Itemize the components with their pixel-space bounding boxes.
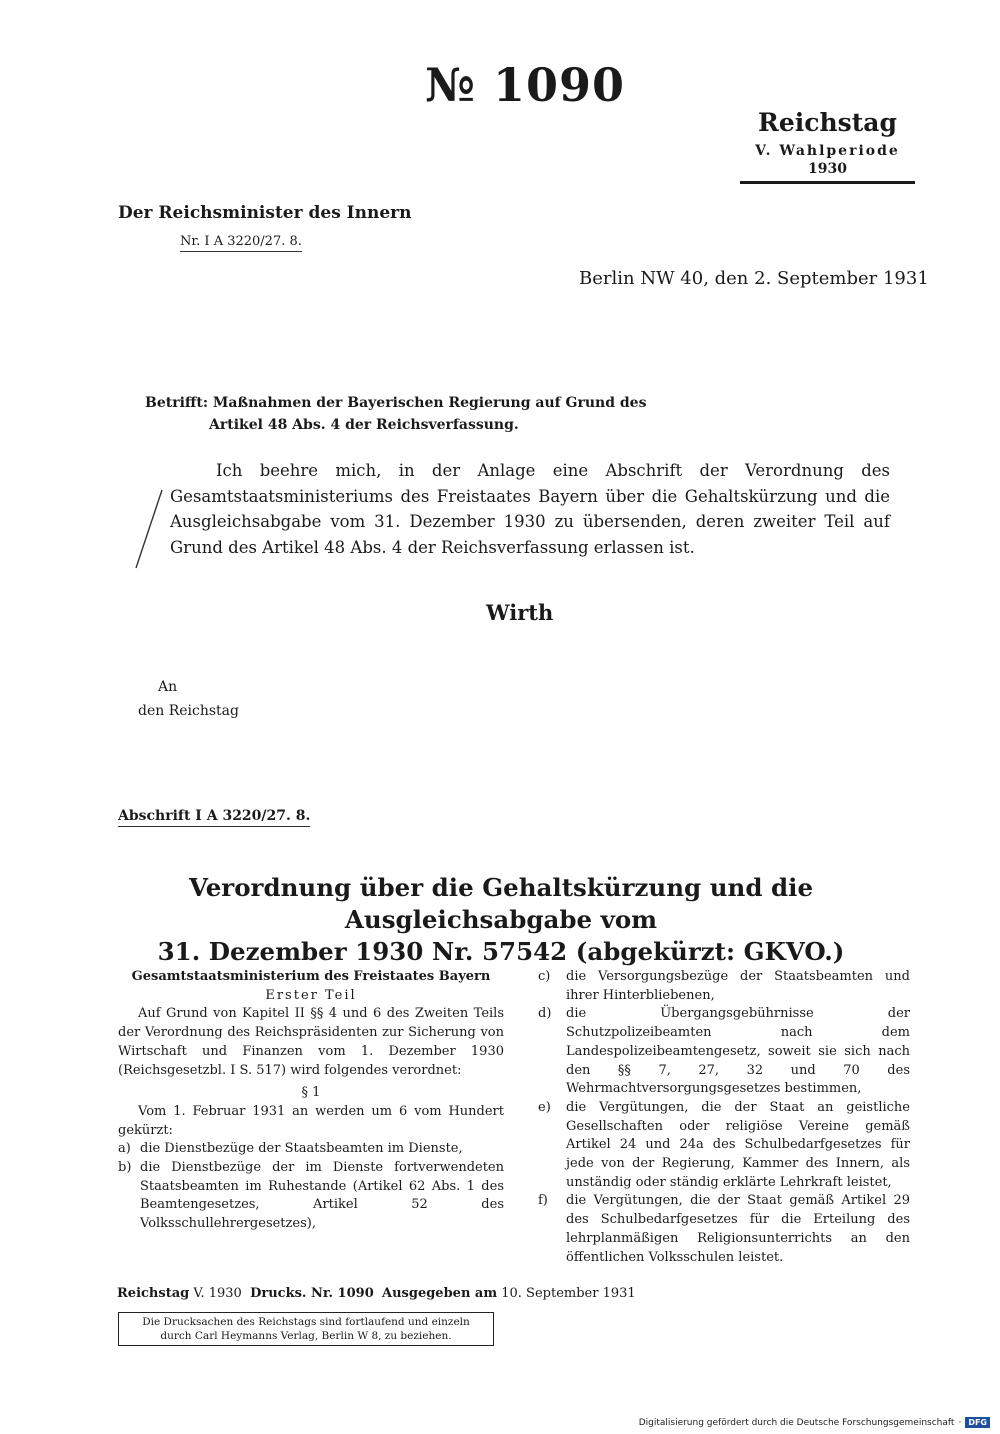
dfg-credit-text: Digitalisierung gefördert durch die Deutsche Forschungsgemeinschaft [638, 1417, 955, 1428]
reichstag-header [740, 108, 915, 184]
ordinance-title-line-1: Verordnung über die Gehaltskürzung und die Ausgleichsabgabe vom [188, 873, 814, 934]
wahlperiode-label: V. Wahlperiode [755, 143, 900, 159]
section-heading: § 1 [301, 1085, 321, 1101]
list-item-label: b) [118, 1160, 132, 1176]
address-line-1: An [158, 679, 178, 695]
publisher-notice-line-1: Die Drucksachen des Reichstags sind fortlaufend und einzeln [142, 1316, 470, 1328]
footer-drucksache: Drucks. Nr. 1090 [250, 1286, 374, 1301]
place-date: Berlin NW 40, den 2. September 1931 [579, 268, 929, 289]
reference-number: Nr. I A 3220/27. 8. [180, 234, 302, 252]
footer-period: V. 1930 [193, 1286, 242, 1301]
list-item-text: die Versorgungsbezüge der Staatsbeamten und ihrer Hinterbliebenen, [566, 969, 910, 1003]
list-item [118, 1159, 504, 1234]
footer-line [117, 1286, 636, 1301]
publisher-notice-line-2: durch Carl Heymanns Verlag, Berlin W 8, zu beziehen. [160, 1330, 452, 1342]
dfg-logo-icon: DFG [965, 1417, 990, 1428]
section-text: Vom 1. Februar 1931 an werden um 6 vom Hundert gekürzt: [118, 1103, 504, 1138]
list-item-label: c) [538, 969, 551, 984]
list-item [538, 1099, 910, 1193]
letter-body [170, 458, 890, 560]
address-line-2: den Reichstag [138, 703, 239, 719]
part-heading: Erster Teil [265, 987, 357, 1003]
copy-label: Abschrift I A 3220/27. 8. [118, 808, 310, 827]
signature: Wirth [486, 600, 554, 625]
list-item-label: f) [538, 1193, 548, 1209]
header-rule [740, 181, 915, 184]
authority: Gesamtstaatsministerium des Freistaates Bayern [131, 969, 491, 984]
document-number: № 1090 [425, 58, 626, 112]
subject-line-1: Betrifft: Maßnahmen der Bayerischen Regierung auf Grund des [145, 395, 647, 411]
ordinance-title [95, 872, 907, 968]
subject-line-2: Artikel 48 Abs. 4 der Reichsverfassung. [209, 417, 519, 433]
left-column [118, 968, 504, 1234]
list-item-text: die Dienstbezüge der Staatsbeamten im Dienste, [140, 1141, 463, 1157]
sender: Der Reichsminister des Innern [118, 203, 412, 223]
list-item-text: die Dienstbezüge der im Dienste fortverwendeten Staatsbeamten im Ruhestande (Artikel 62 Abs. 1 des Beamtengesetzes, Artikel 52 des Volksschullehrergesetzes), [140, 1160, 504, 1232]
right-column [538, 968, 910, 1267]
list-item-text: die Vergütungen, die der Staat gemäß Artikel 29 des Schulbedarfgesetzes für die Erteilung des lehrplanmäßigen Religionsunterrichts an den öffentlichen Volksschulen leistet. [566, 1193, 910, 1265]
footer-issued-label: Ausgegeben am [382, 1286, 498, 1301]
list-item-label: d) [538, 1006, 552, 1022]
list-item-text: die Übergangsgebührnisse der Schutzpolizeibeamten nach dem Landespolizeibeamtengesetz, soweit sie sich nach den §§ 7, 27, 32 und 70 des Wehrmachtversorgungsgesetzes bestimmen, [566, 1006, 910, 1097]
list-item [538, 968, 910, 1005]
list-item-text: die Vergütungen, die der Staat an geistliche Gesellschaften oder religiöse Vereine gemäß Artikel 24 und 24a des Schulbedarfgesetzes für jede von der Regierung, Kammer des Innern, als unständig oder ständig erklärte Lehrkraft leistet, [566, 1099, 910, 1190]
footer-reichstag: Reichstag [117, 1286, 190, 1301]
dfg-credit: Digitalisierung gefördert durch die Deutsche Forschungsgemeinschaft · DFG [639, 1417, 990, 1428]
ordinance-title-line-2: 31. Dezember 1930 Nr. 57542 (abgekürzt: GKVO.) [157, 937, 845, 966]
reichstag-title: Reichstag [758, 108, 897, 137]
margin-pencil-mark [132, 488, 166, 570]
wahlperiode-year: 1930 [808, 161, 847, 177]
list-item [538, 1192, 910, 1267]
preamble: Auf Grund von Kapitel II §§ 4 und 6 des Zweiten Teils der Verordnung des Reichspräsidenten zur Sicherung von Wirtschaft und Finanzen vom 1. Dezember 1930 (Reichsgesetzbl. I S. 517) wird folgendes verordnet: [118, 1006, 504, 1078]
subject [145, 392, 646, 436]
list-item [538, 1005, 910, 1099]
list-item [118, 1140, 504, 1159]
list-item-label: e) [538, 1099, 551, 1115]
publisher-notice [118, 1312, 494, 1346]
list-item-label: a) [118, 1141, 131, 1157]
letter-body-text: Ich beehre mich, in der Anlage eine Abschrift der Verordnung des Gesamtstaatsministeriums des Freistaates Bayern über die Gehaltskürzung und die Ausgleichsabgabe vom 31. Dezember 1930 zu übersenden, deren zweiter Teil auf Grund des Artikel 48 Abs. 4 der Reichsverfassung erlassen ist. [170, 461, 890, 557]
footer-issued-date: 10. September 1931 [501, 1286, 636, 1301]
